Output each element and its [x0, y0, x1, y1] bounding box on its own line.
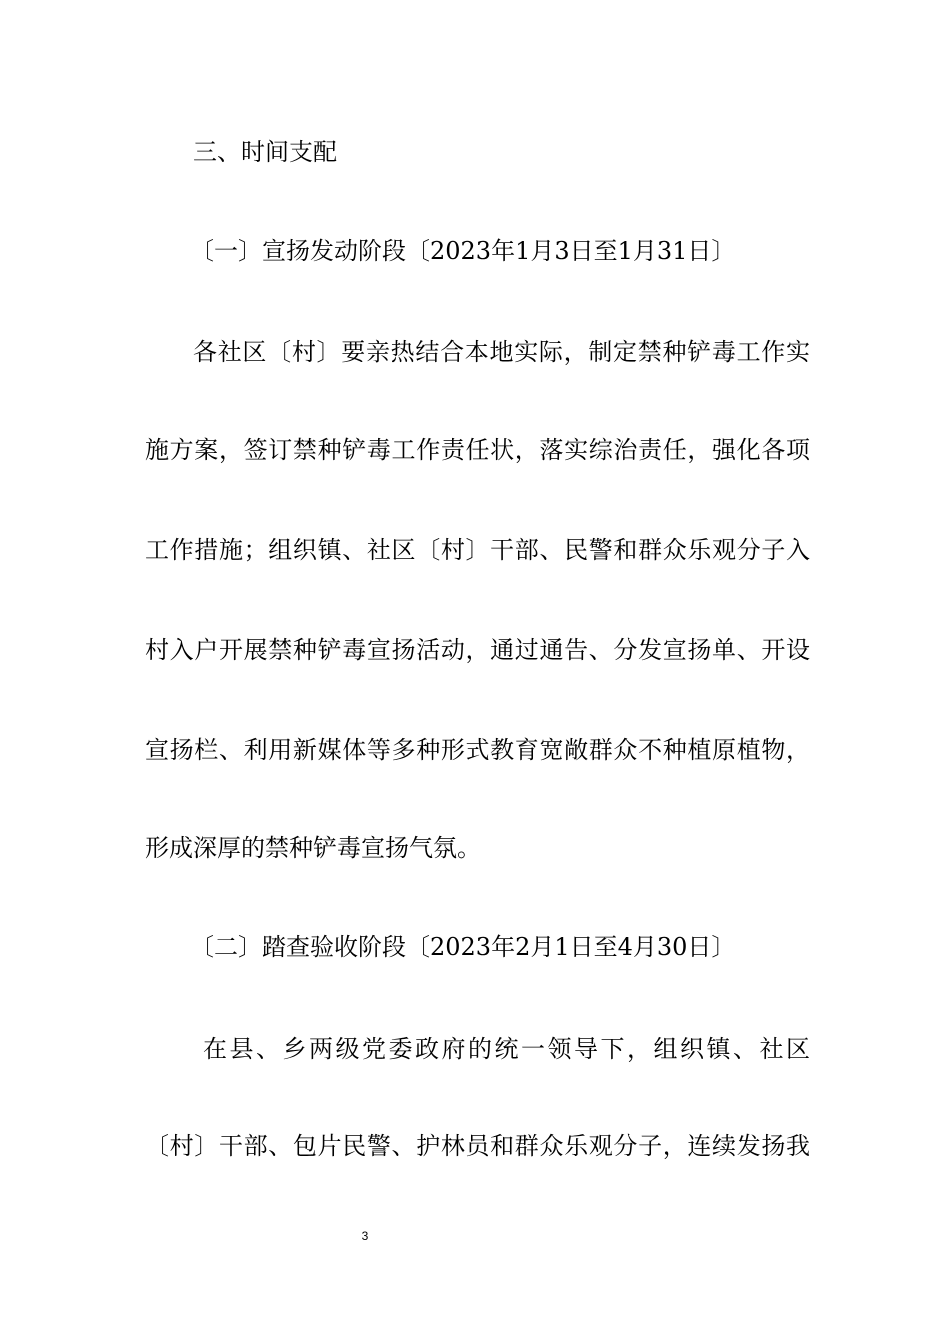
stage2-paragraph-line: 〔村〕干部、包片民警、护林员和群众乐观分子，连续发扬我 — [145, 1132, 810, 1160]
stage1-title: 〔一〕宣扬发动阶段〔2023年1月3日至1月31日〕 — [190, 237, 736, 265]
stage1-paragraph-line: 村入户开展禁种铲毒宣扬活动，通过通告、分发宣扬单、开设 — [145, 636, 810, 664]
stage1-paragraph-line: 施方案，签订禁种铲毒工作责任状，落实综治责任，强化各项 — [145, 436, 810, 464]
page-number: 3 — [361, 1229, 369, 1243]
stage1-paragraph-line: 形成深厚的禁种铲毒宣扬气氛。 — [145, 834, 481, 862]
section-heading: 三、时间支配 — [193, 138, 337, 166]
stage2-paragraph-line: 在县、乡两级党委政府的统一领导下，组织镇、社区 — [203, 1035, 810, 1063]
stage1-paragraph-line: 宣扬栏、利用新媒体等多种形式教育宽敞群众不种植原植物， — [145, 736, 810, 764]
stage1-paragraph-line: 各社区〔村〕要亲热结合本地实际，制定禁种铲毒工作实 — [193, 338, 810, 366]
stage1-paragraph-line: 工作措施；组织镇、社区〔村〕干部、民警和群众乐观分子入 — [145, 536, 810, 564]
stage2-title: 〔二〕踏查验收阶段〔2023年2月1日至4月30日〕 — [190, 933, 736, 961]
